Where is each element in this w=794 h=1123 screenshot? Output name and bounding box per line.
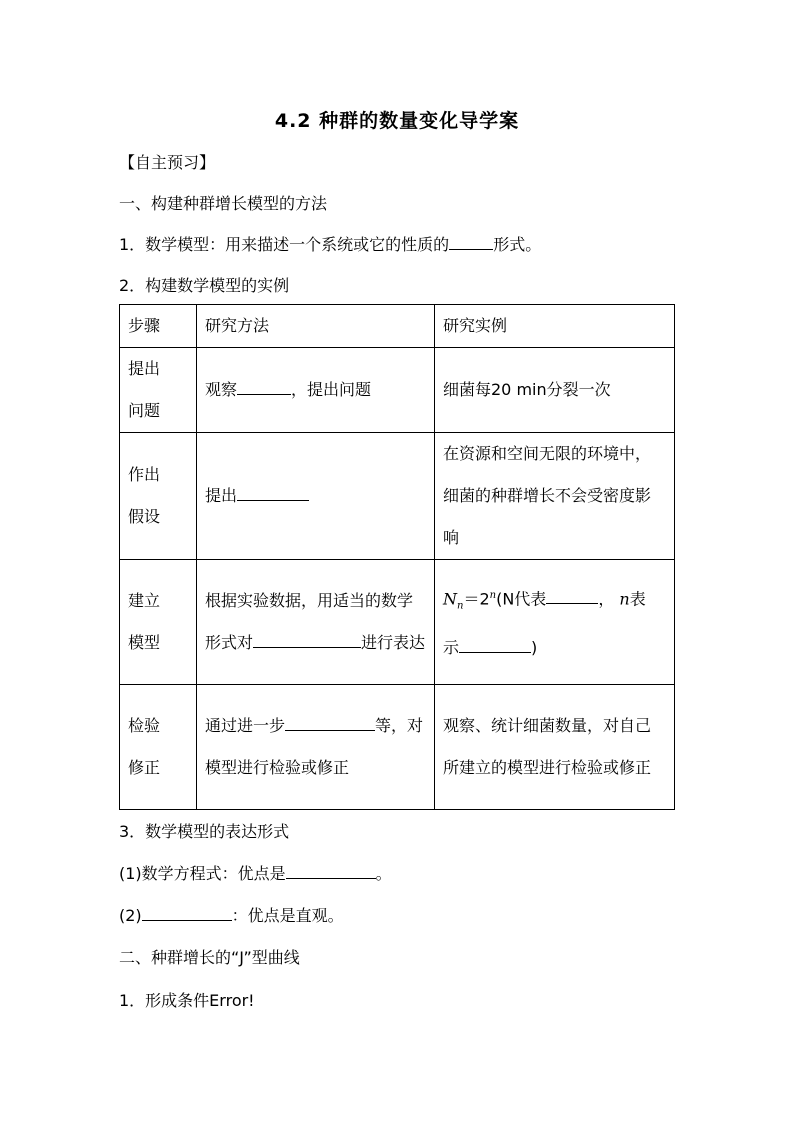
- method-cell: 观察 ，提出问题: [197, 348, 435, 433]
- fill-blank[interactable]: [459, 636, 531, 653]
- item3: 3．数学模型的表达形式: [119, 822, 290, 841]
- fill-blank[interactable]: [546, 587, 598, 604]
- fill-blank[interactable]: [237, 484, 309, 501]
- table-header-row: [120, 305, 675, 348]
- step-cell: 建立 模型: [120, 560, 197, 685]
- step-cell: 检验 修正: [120, 685, 197, 810]
- fill-blank[interactable]: [285, 714, 375, 731]
- method-cell: 提出: [197, 433, 435, 560]
- example-cell: 细菌每20 min分裂一次: [435, 348, 675, 433]
- item3-1: (1)数学方程式：优点是 。: [119, 864, 392, 883]
- item1: [119, 232, 541, 255]
- step-cell: 提出 问题: [120, 348, 197, 433]
- header-example: 研究实例: [435, 305, 675, 348]
- example-cell: $N_n=2^n(N$代表 ， n表 示 ): [435, 560, 675, 685]
- fill-blank[interactable]: [142, 904, 232, 921]
- table-row: [120, 348, 675, 433]
- part1-title: 一、构建种群增长模型的方法: [119, 194, 328, 213]
- fill-blank[interactable]: [237, 378, 291, 395]
- item-last: 1．形成条件Error!: [119, 991, 255, 1010]
- example-cell: 观察、统计细菌数量，对自己所建立的模型进行检验或修正: [435, 685, 675, 810]
- item1-suffix: 形式。: [493, 235, 542, 254]
- section-header: 【自主预习】: [119, 153, 216, 172]
- method-cell: 根据实验数据，用适当的数学形式对 进行表达: [197, 560, 435, 685]
- item1-text: 1．数学模型：用来描述一个系统或它的性质的: [119, 235, 450, 254]
- item3-2: (2) ：优点是直观。: [119, 906, 344, 925]
- table-row: [120, 685, 675, 810]
- research-table: [119, 304, 675, 810]
- item2: 2．构建数学模型的实例: [119, 276, 290, 295]
- table-row: [120, 433, 675, 560]
- example-cell: 在资源和空间无限的环境中，细菌的种群增长不会受密度影响: [435, 433, 675, 560]
- fill-blank[interactable]: [449, 233, 493, 250]
- document-title: 4.2 种群的数量变化导学案: [274, 110, 520, 132]
- table-row: [120, 560, 675, 685]
- header-step: 步骤: [120, 305, 197, 348]
- step-cell: 作出 假设: [120, 433, 197, 560]
- fill-blank[interactable]: [286, 862, 376, 879]
- header-method: 研究方法: [197, 305, 435, 348]
- fill-blank[interactable]: [253, 631, 361, 648]
- method-cell: 通过进一步 等，对模型进行检验或修正: [197, 685, 435, 810]
- part2-title: 二、种群增长的“J”型曲线: [119, 948, 300, 967]
